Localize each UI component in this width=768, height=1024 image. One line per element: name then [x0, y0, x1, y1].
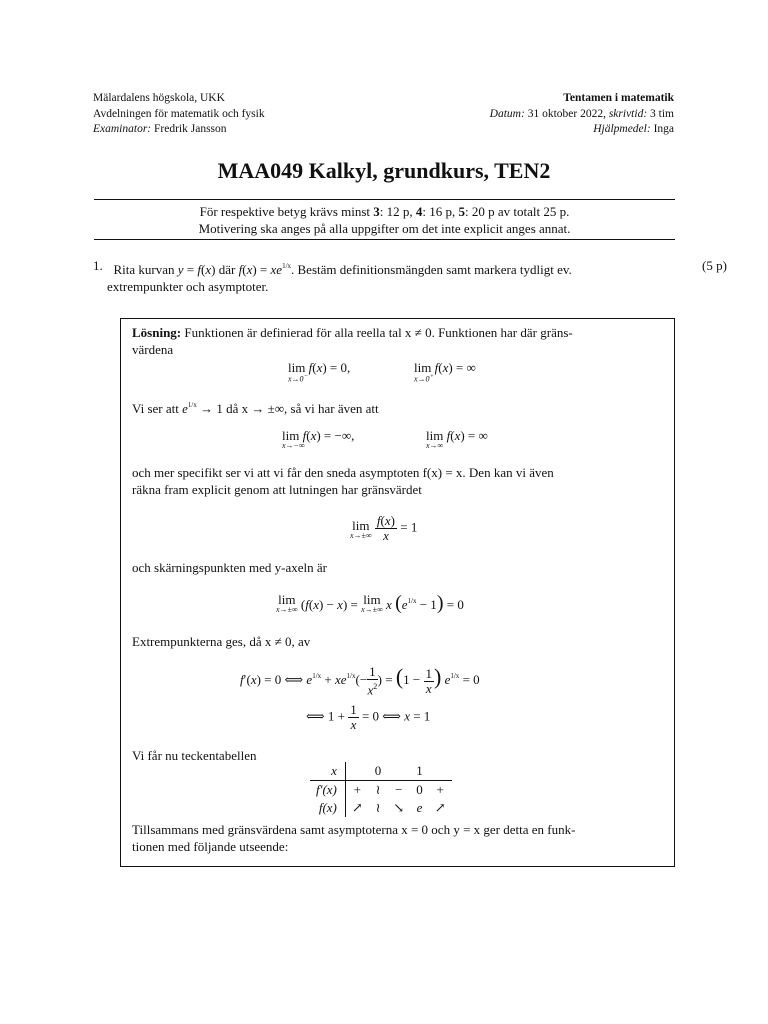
- bottom-rule: [94, 239, 675, 240]
- sign-table-intro: Vi får nu teckentabellen: [132, 748, 257, 763]
- table-cell: −: [395, 782, 403, 797]
- aids: Hjälpmedel: Inga: [593, 123, 674, 135]
- extrema-text: Extrempunkterna ges, då x ≠ 0, av: [132, 634, 311, 649]
- problem-points: (5 p): [702, 258, 727, 273]
- table-cell: ↗: [351, 800, 363, 815]
- problem-number: 1.: [93, 258, 103, 273]
- intercept-limit: lim x→±∞ (f(x) − x) = lim x→±∞ x $(e^{1/x} - 1) = 0$: [276, 592, 464, 614]
- table-cell: 0: [416, 782, 423, 797]
- slope-limit: lim x→±∞ $\frac{f(x)}{x}$ = 1: [350, 513, 418, 543]
- table-cell: f(x): [310, 799, 345, 817]
- table-cell: e: [416, 800, 423, 815]
- grade-requirements: För respektive betyg krävs minst 3: 12 p, 4: 16 p, 5: 20 p av totalt 25 p. Motivering ska anges på alla uppgifter om det inte explicit anges annat.: [198, 204, 571, 236]
- header-right: [490, 91, 674, 138]
- table-cell: ↗: [434, 800, 446, 815]
- table-row: [310, 762, 452, 781]
- conclusion-text: Tillsammans med gränsvärdena samt asymptoterna x = 0 och y = x ger detta en funk- tionen med följande utseende:: [132, 822, 576, 854]
- table-cell: +: [436, 782, 444, 797]
- header-left: [93, 91, 265, 138]
- table-cell: ↘: [393, 800, 405, 815]
- institution: Mälardalens högskola, UKK: [93, 92, 225, 104]
- table-cell: ≀: [375, 800, 381, 815]
- exam-type: Tentamen i matematik: [563, 92, 674, 104]
- page-title: MAA049 Kalkyl, grundkurs, TEN2: [217, 158, 551, 183]
- table-row: [310, 799, 452, 817]
- table-cell: [429, 762, 452, 781]
- table-cell: 0: [369, 762, 388, 781]
- examinator: Examinator: Fredrik Jansson: [93, 123, 227, 135]
- exp-limit-text: Vi ser att $e^{1/x} \to 1$ då x → ±∞, så vi har även att: [132, 401, 379, 416]
- department: Avdelningen för matematik och fysik: [93, 107, 265, 120]
- derivative-equation: f′(x) = 0 ⟺ $e^{1/x} + xe^{1/x}(-$ $\frac{1}{x^2}$ ) = (1 − $\frac{1}{x}$ ) $e^{1/x} = 0$: [240, 663, 480, 698]
- intercept-text: och skärningspunkten med y-axeln är: [132, 560, 327, 575]
- asymptote-text: och mer specifikt ser vi att vi får den sneda asymptoten f(x) = x. Den kan vi även räkna fram explicit genom att lutningen har gränsvärdet: [132, 465, 554, 497]
- table-cell: x: [310, 762, 345, 781]
- table-cell: [345, 762, 368, 781]
- limit-pos-inf: lim f(x) = ∞ x→∞: [426, 428, 488, 450]
- limit-neg-inf: lim f(x) = −∞, x→−∞: [282, 428, 355, 450]
- exam-date: Datum: 31 oktober 2022, skrivtid: 3 tim: [489, 107, 674, 120]
- table-cell: [387, 762, 410, 781]
- solution-intro: Lösning: Funktionen är definierad för alla reella tal x ≠ 0. Funktionen har där gräns- värdena: [132, 325, 573, 357]
- table-cell: f′(x): [310, 781, 345, 800]
- sign-table: [310, 762, 452, 817]
- derivative-solution: ⟺ 1 + $\frac{1}{x}$ = 0 ⟺ x = 1: [306, 702, 431, 732]
- limit-0-minus: lim f(x) = 0, x→0−: [288, 360, 351, 384]
- table-cell: ≀: [375, 782, 381, 797]
- top-rule: [94, 199, 675, 200]
- table-cell: 1: [410, 762, 429, 781]
- table-cell: +: [353, 782, 362, 797]
- limit-0-plus: lim f(x) = ∞ x→0+: [414, 360, 476, 384]
- problem-text: Rita kurvan y = f(x) där $f(x) = xe^{1/x}$. Bestäm definitionsmängden samt markera tydligt ev. extrempunkter och asymptoter.: [107, 262, 572, 294]
- table-row: [310, 781, 452, 800]
